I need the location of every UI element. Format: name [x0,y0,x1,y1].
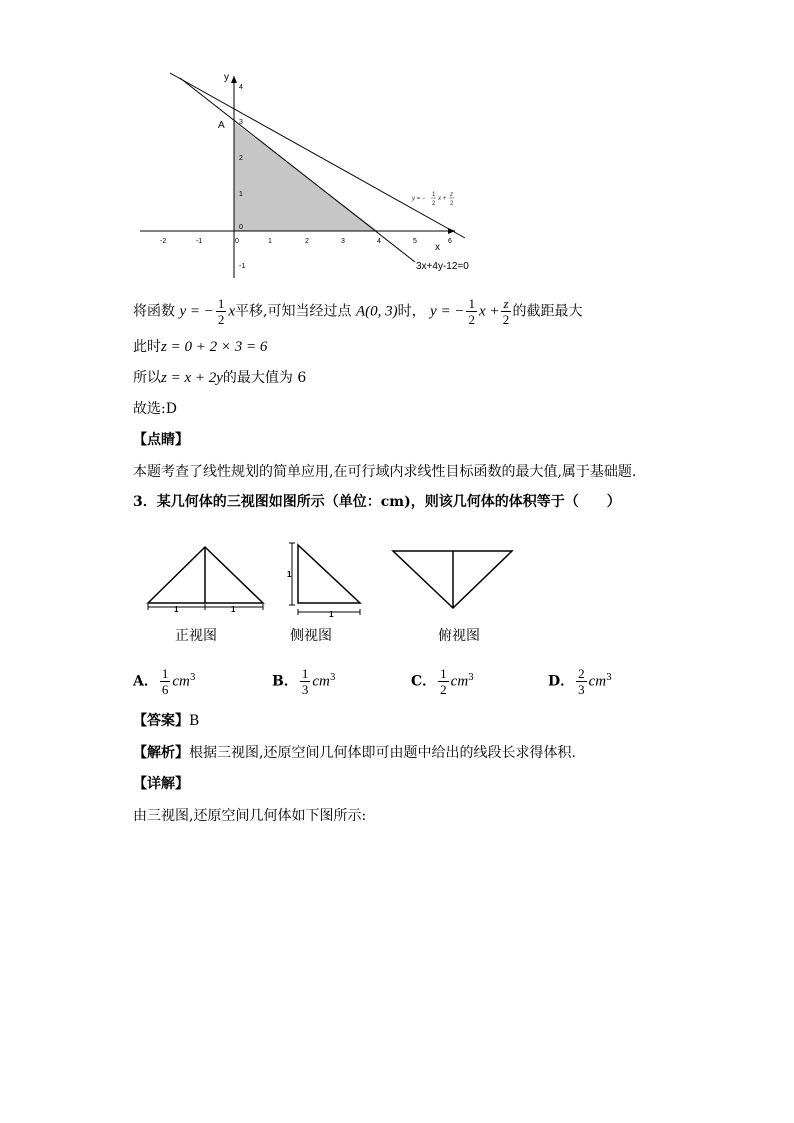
math: y = − [430,303,465,320]
y-tick: -1 [239,263,246,270]
svg-text:1: 1 [432,192,436,198]
option-letter: C． [411,673,437,690]
text: 此时 [133,339,161,355]
fraction: $\frac{1}{3}$ [301,666,309,697]
x-tick: 5 [413,238,417,245]
svg-text:z: z [450,192,453,198]
math: z = x + 2y [161,370,223,386]
detail-heading: 【详解】 [133,776,189,792]
math: z = 0 + 2 × 3 = 6 [161,339,268,355]
fraction: $\frac{1}{2}$ [468,296,475,327]
text: 6 [297,370,307,386]
x-tick: 4 [377,238,381,245]
svg-text:x +: x + [438,196,447,202]
side-view-label: 侧视图 [290,628,332,644]
x-tick-labels [160,238,452,245]
dianjing-heading: 【点睛】 [133,432,189,448]
x-tick: 6 [448,238,452,245]
math: y = − [179,303,214,320]
unit: cm [312,673,330,690]
side-dim-height: 1 [287,570,292,579]
constraint-line-label: 3x+4y-12=0 [416,261,469,272]
math: A(0, 3) [355,303,398,320]
side-dim-width: 1 [329,610,334,619]
analysis-body: 根据三视图,还原空间几何体即可由题中给出的线段长求得体积. [189,745,576,761]
y-tick: 4 [239,84,243,91]
unit: cm [450,673,469,690]
y-axis-label: y [224,72,229,83]
option-letter: B． [272,673,298,690]
y-tick: 3 [239,119,243,126]
answer-line [133,711,199,731]
text: 所以 [133,370,161,386]
detail-body: 由三视图,还原空间几何体如下图所示: [133,808,367,824]
option-a[interactable]: A． $\frac{1}{6}$ $cm^3$ [133,666,196,697]
svg-text:y = −: y = − [412,196,426,202]
point-a-label: A [218,120,225,131]
top-view-label: 俯视图 [438,628,480,644]
dianjing-body: 本题考查了线性规划的简单应用,在可行域内求线性目标函数的最大值,属于基础题. [133,464,637,480]
front-dim-right: 1 [231,605,236,614]
objective-line-label [411,192,454,207]
x-tick: 3 [341,238,345,245]
fraction: $\frac{1}{2}$ [440,666,447,697]
para-z-value [133,337,267,357]
fraction: $\frac{1}{2}$ [217,296,225,327]
text: 的截距最大 [512,303,583,320]
x-tick: 1 [268,238,272,245]
text: 时， [397,303,426,320]
fraction: $\frac{2}{3}$ [578,666,585,697]
fraction: $\frac{1}{6}$ [161,666,169,697]
text: 平移,可知当经过点 [235,303,352,320]
x-tick: -1 [196,238,203,245]
option-letter: A． [133,673,158,690]
y-tick: 1 [239,191,243,198]
side-view [289,543,360,615]
answer-value: B [189,713,200,729]
para-translate [133,296,583,327]
x-tick: -2 [160,238,167,245]
text: 的最大值为 [222,370,293,386]
svg-text:2: 2 [432,201,436,207]
question-3: 3．某几何体的三视图如图所示（单位：cm)，则该几何体的体积等于（ ） [133,494,621,510]
x-axis-label: x [435,242,440,253]
fraction: $\frac{z}{2}$ [502,296,510,327]
unit: cm [588,673,607,690]
line-constraint [180,78,415,262]
unit: cm [172,673,190,690]
option-c[interactable]: C． $\frac{1}{2}$ $cm^3$ [411,666,474,697]
y-tick: 0 [239,224,243,231]
option-b[interactable]: B． $\frac{1}{3}$ $cm^3$ [272,666,336,697]
x-tick: 2 [305,238,309,245]
feasible-region-graph [135,68,475,283]
math: x [228,303,236,320]
option-letter: D． [548,673,575,690]
math: x + [478,303,500,320]
text: 将函数 [133,303,175,320]
three-views-figure [140,535,530,620]
option-d[interactable]: D． $\frac{2}{3}$ $cm^3$ [548,666,612,697]
para-max-value [133,368,306,388]
x-tick: 0 [235,238,239,245]
answer-heading: 【答案】 [133,713,189,729]
front-view-label: 正视图 [175,628,217,644]
y-axis-arrow [231,76,237,83]
top-view [393,551,512,608]
para-choice: 故选:D [133,401,177,417]
y-tick: 2 [239,155,243,162]
svg-text:2: 2 [450,201,454,207]
analysis-heading: 【解析】 [133,745,189,761]
front-dim-left: 1 [174,605,179,614]
analysis-line [133,743,576,763]
front-view [148,547,263,610]
